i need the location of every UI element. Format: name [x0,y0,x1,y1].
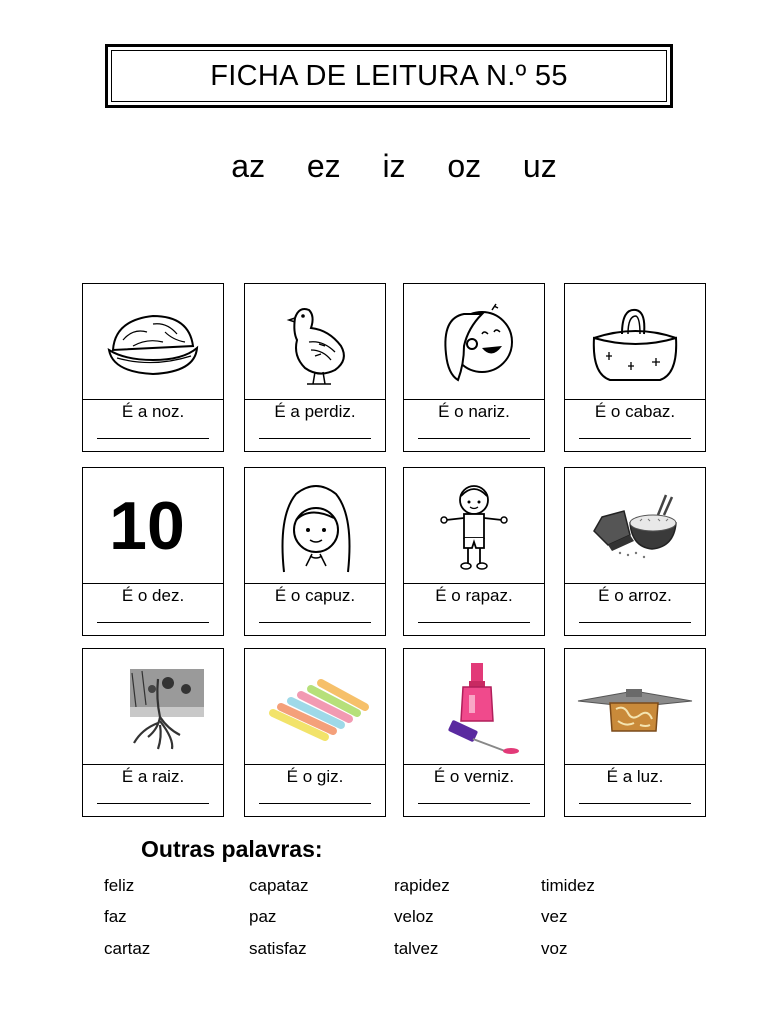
face-nose-icon [404,284,544,400]
basket-icon [565,284,705,400]
card-luz [564,648,706,817]
card-perdiz [244,283,386,452]
word: talvez [394,939,439,958]
answer-line[interactable] [259,803,371,804]
word: veloz [394,907,434,926]
card-caption: É a luz. [606,767,664,786]
word: rapidez [394,876,450,895]
card-caption: É o rapaz. [435,586,513,605]
answer-line[interactable] [418,803,530,804]
word: capataz [249,876,309,895]
answer-line[interactable] [579,622,691,623]
card-raiz [82,648,224,817]
card-caption: É o giz. [286,767,344,786]
answer-line[interactable] [97,803,209,804]
card-rapaz [403,467,545,636]
title-box [105,44,673,108]
answer-line[interactable] [418,438,530,439]
word: timidez [541,876,595,895]
card-caption: É o cabaz. [594,402,676,421]
number-ten [83,468,223,584]
rice-bowl-icon [565,468,705,584]
answer-line[interactable] [579,438,691,439]
card-nariz [403,283,545,452]
word: paz [249,907,277,926]
card-caption: É o nariz. [438,402,510,421]
number-ten-text: 10 [109,487,185,564]
card-giz [244,648,386,817]
boy-icon [404,468,544,584]
partridge-icon [245,284,385,400]
syllables-heading: az ez iz oz uz [231,148,557,184]
card-caption: É a noz. [121,402,185,421]
chalk-icon [245,649,385,765]
hood-icon [245,468,385,584]
answer-line[interactable] [97,622,209,623]
lamp-icon [565,649,705,765]
walnut-icon [83,284,223,400]
word: cartaz [104,939,151,958]
answer-line[interactable] [259,622,371,623]
card-caption: É a raiz. [121,767,185,786]
other-words-title: Outras palavras: [141,836,323,862]
card-caption: É o verniz. [433,767,515,786]
word: faz [104,907,127,926]
answer-line[interactable] [259,438,371,439]
card-dez [82,467,224,636]
nail-polish-icon [404,649,544,765]
card-capuz [244,467,386,636]
card-caption: É o capuz. [274,586,356,605]
word: voz [541,939,568,958]
word: vez [541,907,568,926]
card-caption: É a perdiz. [274,402,356,421]
card-caption: É o arroz. [598,586,672,605]
tree-roots-icon [83,649,223,765]
card-cabaz [564,283,706,452]
answer-line[interactable] [97,438,209,439]
card-arroz [564,467,706,636]
answer-line[interactable] [579,803,691,804]
card-noz [82,283,224,452]
word: feliz [104,876,135,895]
answer-line[interactable] [418,622,530,623]
page-title: FICHA DE LEITURA N.º 55 [111,50,667,102]
card-caption: É o dez. [121,586,185,605]
card-verniz [403,648,545,817]
word: satisfaz [249,939,307,958]
